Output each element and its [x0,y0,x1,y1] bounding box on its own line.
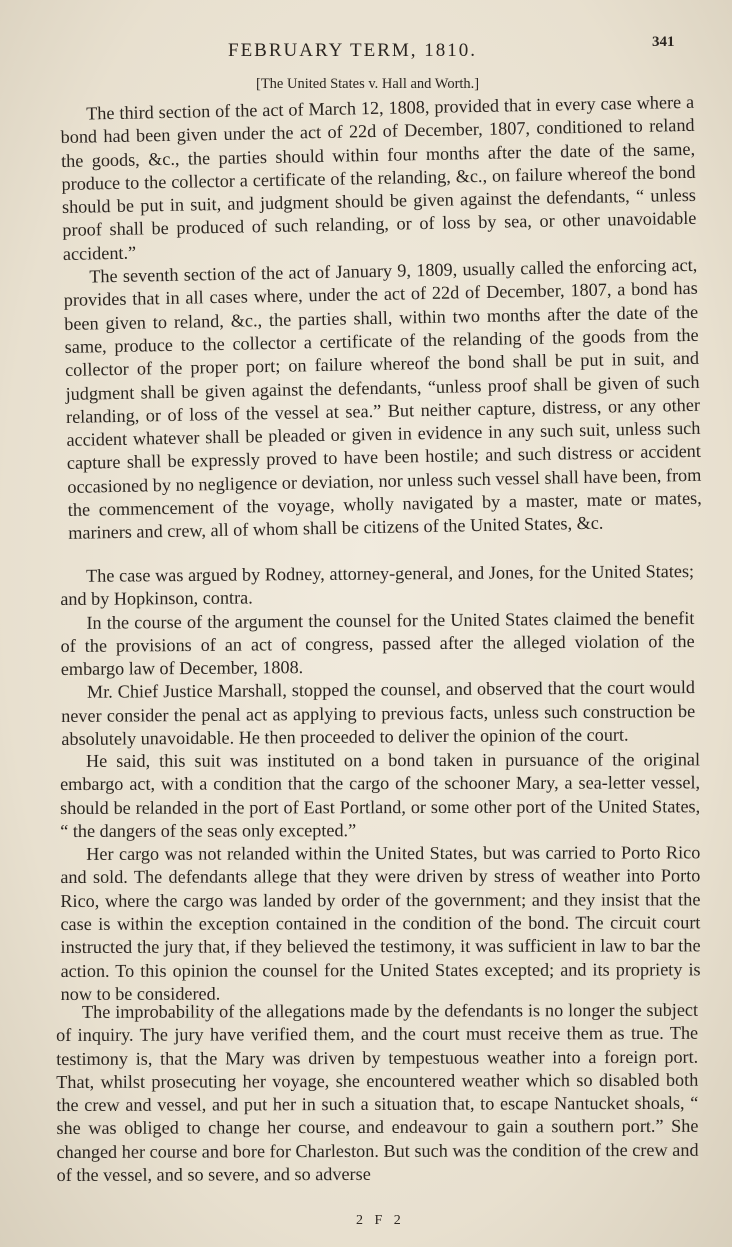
opinion-block [60,748,701,1006]
paragraph-seventh-section: The seventh section of the act of January 9, 1809, usually called the enforcing act, provides that in all cases where, under the act of 22d of December, 1807, a bond has been given to reland, &c., the parties shall, within two months after the date of the same, produce to the collector a certificate of the relanding of the goods from the collector of the proper port; on failure whereof the bond shall be put in suit, and judgment shall be given against the defendants, “unless proof shall be given of such relanding, or of loss of the vessel at sea.” But neither capture, distress, or any other accident whatever shall be pleaded or given in evidence in any such suit, unless such capture shall be expressly proved to have been hostile; and such distress or accident occasioned by no negligence or deviation, nor unless such vessel shall have been, from the commencement of the voyage, wholly navigated by a master, mate or mates, mariners and crew, all of whom shall be citizens of the United States, &c. [63,254,702,544]
paragraph-chief-justice: Mr. Chief Justice Marshall, stopped the counsel, and observed that the court would never consider the penal act as applying to previous facts, unless such construction be absolutely unavoidable. He then proceeded to deliver the opinion of the court. [61,677,696,750]
signature-mark: 2 F 2 [356,1213,405,1228]
page-number: 341 [652,34,675,50]
paragraph-third-section: The third section of the act of March 12, 1808, provided that in every case where a bond had been given under the act of 22d of December, 1807, conditioned to reland the goods, &c., the parties should within four months after the date of the same, produce to the collector a certificate of the relanding, &c., on failure whereof the bond should be put in suit, and judgment should be given against the defendants, “ unless proof shall be produced of such relanding, or of loss by sea, or other unavoidable accident.” [60,91,697,264]
paragraph-case-argued: The case was argued by Rodney, attorney-general, and Jones, for the United States; and by Hopkinson, contra. [60,561,695,610]
argument-block [60,560,695,751]
opinion-continued-block [56,999,699,1188]
case-reference: [The United States v. Hall and Worth.] [256,76,480,92]
paragraph-course-of-argument: In the course of the argument the counsel for the United States claimed the benefit of the provisions of an act of congress, passed after the alleged violation of the embargo law of December, 1808. [60,607,695,680]
statute-summary-block [60,91,702,546]
page-header [0,28,732,68]
paragraph-cargo-not-relanded: Her cargo was not relanded within the United States, but was carried to Porto Rico and sold. The defendants allege that they were driven by stress of weather into Porto Rico, where the cargo was landed by order of the government; and they insist that the case is within the exception contained in the condition of the bond. The circuit court instructed the jury that, if they believed the testimony, it was sufficient in law to bar the action. To this opinion the counsel for the United States excepted; and its propriety is now to be considered. [60,842,701,1004]
paragraph-suit-instituted: He said, this suit was instituted on a bond taken in pursuance of the original embargo act, with a condition that the cargo of the schooner Mary, a sea-letter vessel, should be relanded in the port of East Portland, or some other port of the United States, “ the dangers of the seas only excepted.” [60,749,701,841]
paragraph-improbability: The improbability of the allegations made by the defendants is no longer the subject of inquiry. The jury have verified them, and the court must receive them as true. The testimony is, that the Mary was driven by tempestuous weather into a foreign port. That, whilst prosecuting her voyage, she encountered weather which so disabled both the crew and vessel, and put her in such a situation that, to escape Nantucket shoals, “ she was obliged to change her course, and endeavour to gain a southern port.” She changed her course and bore for Charleston. But such was the condition of the crew and of the vessel, and so severe, and so adverse [56,999,699,1186]
running-head: FEBRUARY TERM, 1810. [228,40,478,61]
